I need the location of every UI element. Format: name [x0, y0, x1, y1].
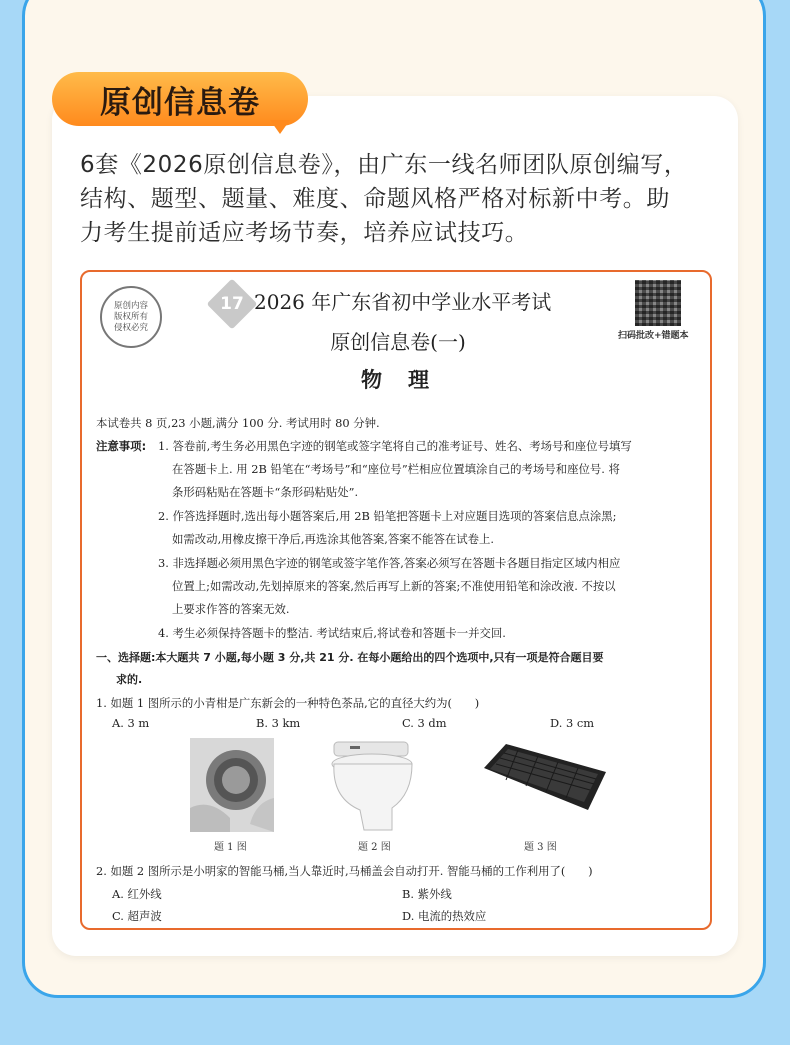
q2-option-a: A. 红外线: [112, 887, 162, 901]
section-tag: [52, 72, 308, 126]
keyboard-icon: [478, 738, 610, 834]
notice-line: 如需改动,用橡皮擦干净后,再选涂其他答案,答案不能答在试卷上.: [172, 532, 495, 546]
notice-line: 2. 作答选择题时,选出每小题答案后,用 2B 铅笔把答题卡上对应题目选项的答案信息点涂黑;: [158, 509, 617, 523]
intro-line: 6套《2026原创信息卷》，由广东一线名师团队原创编写，: [80, 152, 688, 178]
section-tag-label: 原创信息卷: [100, 84, 260, 121]
intro-line: 力考生提前适应考场节奏，培养应试技巧。: [80, 220, 529, 246]
figure-1-caption: 题 1 图: [214, 842, 247, 853]
q1-option-b: B. 3 km: [256, 716, 301, 730]
notice-line: 1. 答卷前,考生务必用黑色字迹的钢笔或签字笔将自己的准考证号、姓名、考场号和座位号填写: [158, 439, 632, 453]
stamp-line: 原创内容: [113, 300, 148, 311]
notice-line: 4. 考生必须保持答题卡的整洁. 考试结束后,将试卷和答题卡一并交回.: [158, 626, 506, 640]
notice-heading: 注意事项:: [96, 439, 147, 453]
intro-line: 结构、题型、题量、难度、命题风格严格对标新中考。助: [80, 186, 670, 212]
q2-option-c: C. 超声波: [112, 909, 162, 923]
q1-option-a: A. 3 m: [112, 716, 150, 730]
figure-2-image: [320, 738, 428, 834]
q2-option-d: D. 电流的热效应: [402, 909, 487, 923]
intro-text: [80, 148, 720, 250]
qr-label: 扫码批改+错题本: [618, 331, 689, 341]
q2-option-b: B. 紫外线: [402, 887, 452, 901]
question-1: 1. 如题 1 图所示的小青柑是广东新会的一种特色茶品,它的直径大约为( ): [96, 696, 480, 710]
notice-line: 位置上;如需改动,先划掉原来的答案,然后再写上新的答案;不准使用铅笔和涂改液. 不按以: [172, 579, 616, 593]
tangerine-tea-icon: [190, 738, 274, 832]
paper-number: 17: [220, 294, 244, 314]
question-2: 2. 如题 2 图所示是小明家的智能马桶,当人靠近时,马桶盖会自动打开. 智能马桶的工作利用了( ): [96, 864, 593, 878]
notice-line: 在答题卡上. 用 2B 铅笔在“考场号”和“座位号”栏相应位置填涂自己的考场号和座位号. 将: [172, 462, 620, 476]
qr-code-icon[interactable]: [635, 280, 681, 326]
exam-paper-preview: [80, 270, 712, 930]
exam-summary: 本试卷共 8 页,23 小题,满分 100 分. 考试用时 80 分钟.: [96, 416, 380, 430]
figure-2-caption: 题 2 图: [358, 842, 391, 853]
notice-line: 条形码粘贴在答题卡“条形码粘贴处”.: [172, 485, 359, 499]
figure-3-caption: 题 3 图: [524, 842, 557, 853]
exam-title: 2026 年广东省初中学业水平考试: [254, 290, 552, 314]
section-heading: 一、选择题:本大题共 7 小题,每小题 3 分,共 21 分. 在每小题给出的四个选项中,只有一项是符合题目要: [96, 651, 604, 664]
stamp-line: 版权所有: [113, 311, 148, 322]
q1-option-c: C. 3 dm: [402, 716, 447, 730]
smart-toilet-icon: [320, 738, 428, 834]
notice-line: 上要求作答的答案无效.: [172, 602, 290, 616]
figure-3-image: [478, 738, 610, 834]
exam-subtitle: 原创信息卷(一): [330, 330, 466, 354]
q1-option-d: D. 3 cm: [550, 716, 595, 730]
figure-1-image: [190, 738, 274, 832]
notice-line: 3. 非选择题必须用黑色字迹的钢笔或签字笔作答,答案必须写在答题卡各题目指定区域内相应: [158, 556, 621, 570]
exam-subject: 物理: [361, 368, 455, 392]
section-heading-cont: 求的.: [116, 673, 143, 686]
stamp-line: 侵权必究: [113, 322, 148, 333]
